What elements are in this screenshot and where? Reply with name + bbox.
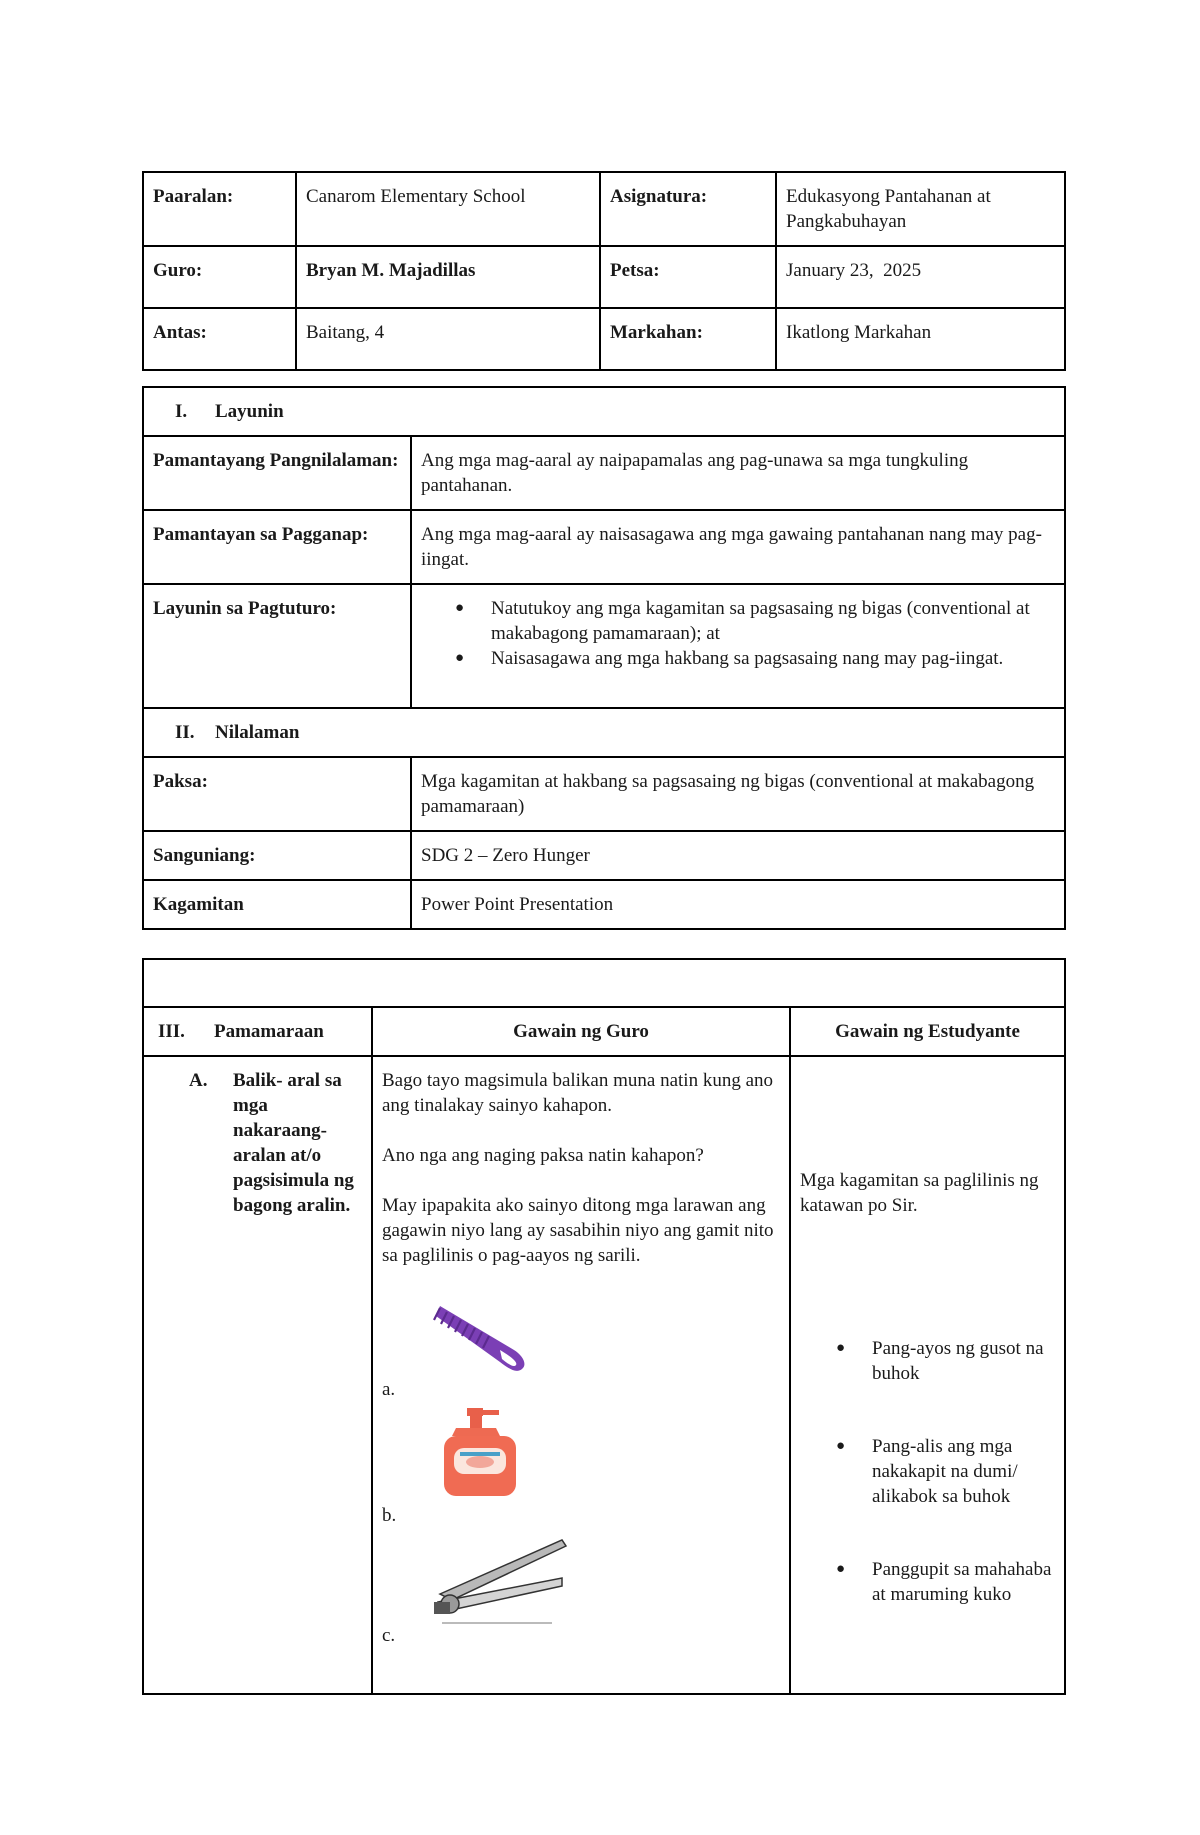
pamamaraan-table [142, 958, 1066, 1695]
paaralan-label: Paaralan: [143, 172, 296, 246]
pagganap-row [143, 510, 1065, 584]
header-row-antas [143, 308, 1065, 370]
antas-value: Baitang, 4 [296, 308, 600, 370]
col-gawain-guro: Gawain ng Guro [372, 1007, 790, 1056]
layunin-section-num: I. [175, 401, 188, 422]
markahan-label: Markahan: [600, 308, 776, 370]
nilalaman-heading [143, 708, 1065, 757]
estudyante-activity-cell [790, 1056, 1065, 1694]
nail-clipper-icon [412, 1532, 572, 1632]
pamantayang-label: Pamantayang Pangnilalaman: [143, 436, 411, 510]
header-row-paaralan [143, 172, 1065, 246]
petsa-value: January 23, 2025 [776, 246, 1065, 308]
step-a-row [143, 1056, 1065, 1694]
guro-paragraph: Ano nga ang naging paksa natin kahapon? [382, 1145, 704, 1166]
pamamaraan-section-title: Pamamaraan [214, 1021, 324, 1042]
sanguniang-row [143, 831, 1065, 880]
picture-label: b. [382, 1505, 397, 1526]
pagganap-value: Ang mga mag-aaral ay naisasagawa ang mga gawaing pantahanan nang may pag-iingat. [411, 510, 1065, 584]
pamantayang-value: Ang mga mag-aaral ay naipapamalas ang pag-unawa sa mga tungkuling pantahanan. [411, 436, 1065, 510]
kagamitan-value: Power Point Presentation [411, 880, 1065, 929]
picture-b [382, 1406, 780, 1532]
step-a-title: Balik- aral sa mga nakaraang-aralan at/o pagsisimula ng bagong aralin. [233, 1070, 354, 1216]
paksa-label: Paksa: [143, 757, 411, 831]
layunin-heading-row [143, 387, 1065, 436]
paksa-value: Mga kagamitan at hakbang sa pagsasaing ng bigas (conventional at makabagong pamamaraan) [411, 757, 1065, 831]
lotion-bottle-icon [434, 1406, 534, 1502]
guro-paragraph: Bago tayo magsimula balikan muna natin kung ano ang tinalakay sainyo kahapon. [382, 1070, 774, 1116]
kagamitan-row [143, 880, 1065, 929]
picture-c [382, 1532, 780, 1652]
pagtuturo-label: Layunin sa Pagtuturo: [143, 584, 411, 708]
layunin-heading [143, 387, 1065, 436]
guro-label: Guro: [143, 246, 296, 308]
header-info-table [142, 171, 1066, 371]
list-item: ● Panggupit sa mahahaba at maruming kuko [872, 1557, 1055, 1607]
layunin-nilalaman-table [142, 386, 1066, 930]
paaralan-value: Canarom Elementary School [296, 172, 600, 246]
step-a-letter: A. [189, 1070, 208, 1091]
list-item: ● Pang-ayos ng gusot na buhok [872, 1336, 1055, 1386]
list-item: ● Pang-alis ang mga nakakapit na dumi/ alikabok sa buhok [872, 1434, 1055, 1509]
pamamaraan-heading [143, 1007, 372, 1056]
estudyante-answer: Mga kagamitan sa paglilinis ng katawan po Sir. [800, 1170, 1039, 1216]
header-row-guro [143, 246, 1065, 308]
pamantayang-row [143, 436, 1065, 510]
picture-label: a. [382, 1379, 396, 1400]
pagtuturo-list [421, 596, 1055, 671]
step-a-block [153, 1068, 362, 1218]
petsa-label: Petsa: [600, 246, 776, 308]
sanguniang-value: SDG 2 – Zero Hunger [411, 831, 1065, 880]
antas-label: Antas: [143, 308, 296, 370]
picture-label: c. [382, 1625, 396, 1646]
kagamitan-label: Kagamitan [143, 880, 411, 929]
pamamaraan-blank-row [143, 959, 1065, 1007]
list-item: ● Natutukoy ang mga kagamitan sa pagsasaing ng bigas (conventional at makabagong pamamaraan); at [491, 596, 1055, 646]
col-gawain-estudyante: Gawain ng Estudyante [790, 1007, 1065, 1056]
pagtuturo-row [143, 584, 1065, 708]
guro-value: Bryan M. Majadillas [296, 246, 600, 308]
comb-icon [430, 1292, 550, 1382]
nilalaman-section-num: II. [175, 722, 195, 743]
pagganap-label: Pamantayan sa Pagganap: [143, 510, 411, 584]
guro-paragraph: May ipapakita ako sainyo ditong mga larawan ang gagawin niyo lang ay sasabihin niyo ang gamit nito sa paglilinis o pag-aayos ng sarili. [382, 1195, 774, 1266]
pamamaraan-heading-row [143, 1007, 1065, 1056]
nilalaman-heading-row [143, 708, 1065, 757]
nilalaman-section-title: Nilalaman [215, 722, 300, 743]
step-a-cell [143, 1056, 372, 1694]
paksa-row [143, 757, 1065, 831]
picture-a [382, 1280, 780, 1406]
guro-activity-cell [372, 1056, 790, 1694]
asignatura-value: Edukasyong Pantahanan at Pangkabuhayan [776, 172, 1065, 246]
layunin-section-title: Layunin [215, 401, 284, 422]
asignatura-label: Asignatura: [600, 172, 776, 246]
list-item: ● Naisasagawa ang mga hakbang sa pagsasaing nang may pag-iingat. [491, 646, 1055, 671]
markahan-value: Ikatlong Markahan [776, 308, 1065, 370]
pagtuturo-cell [411, 584, 1065, 708]
blank-cell [143, 959, 1065, 1007]
sanguniang-label: Sanguniang: [143, 831, 411, 880]
pamamaraan-section-num: III. [158, 1021, 185, 1042]
estudyante-list [800, 1336, 1055, 1607]
